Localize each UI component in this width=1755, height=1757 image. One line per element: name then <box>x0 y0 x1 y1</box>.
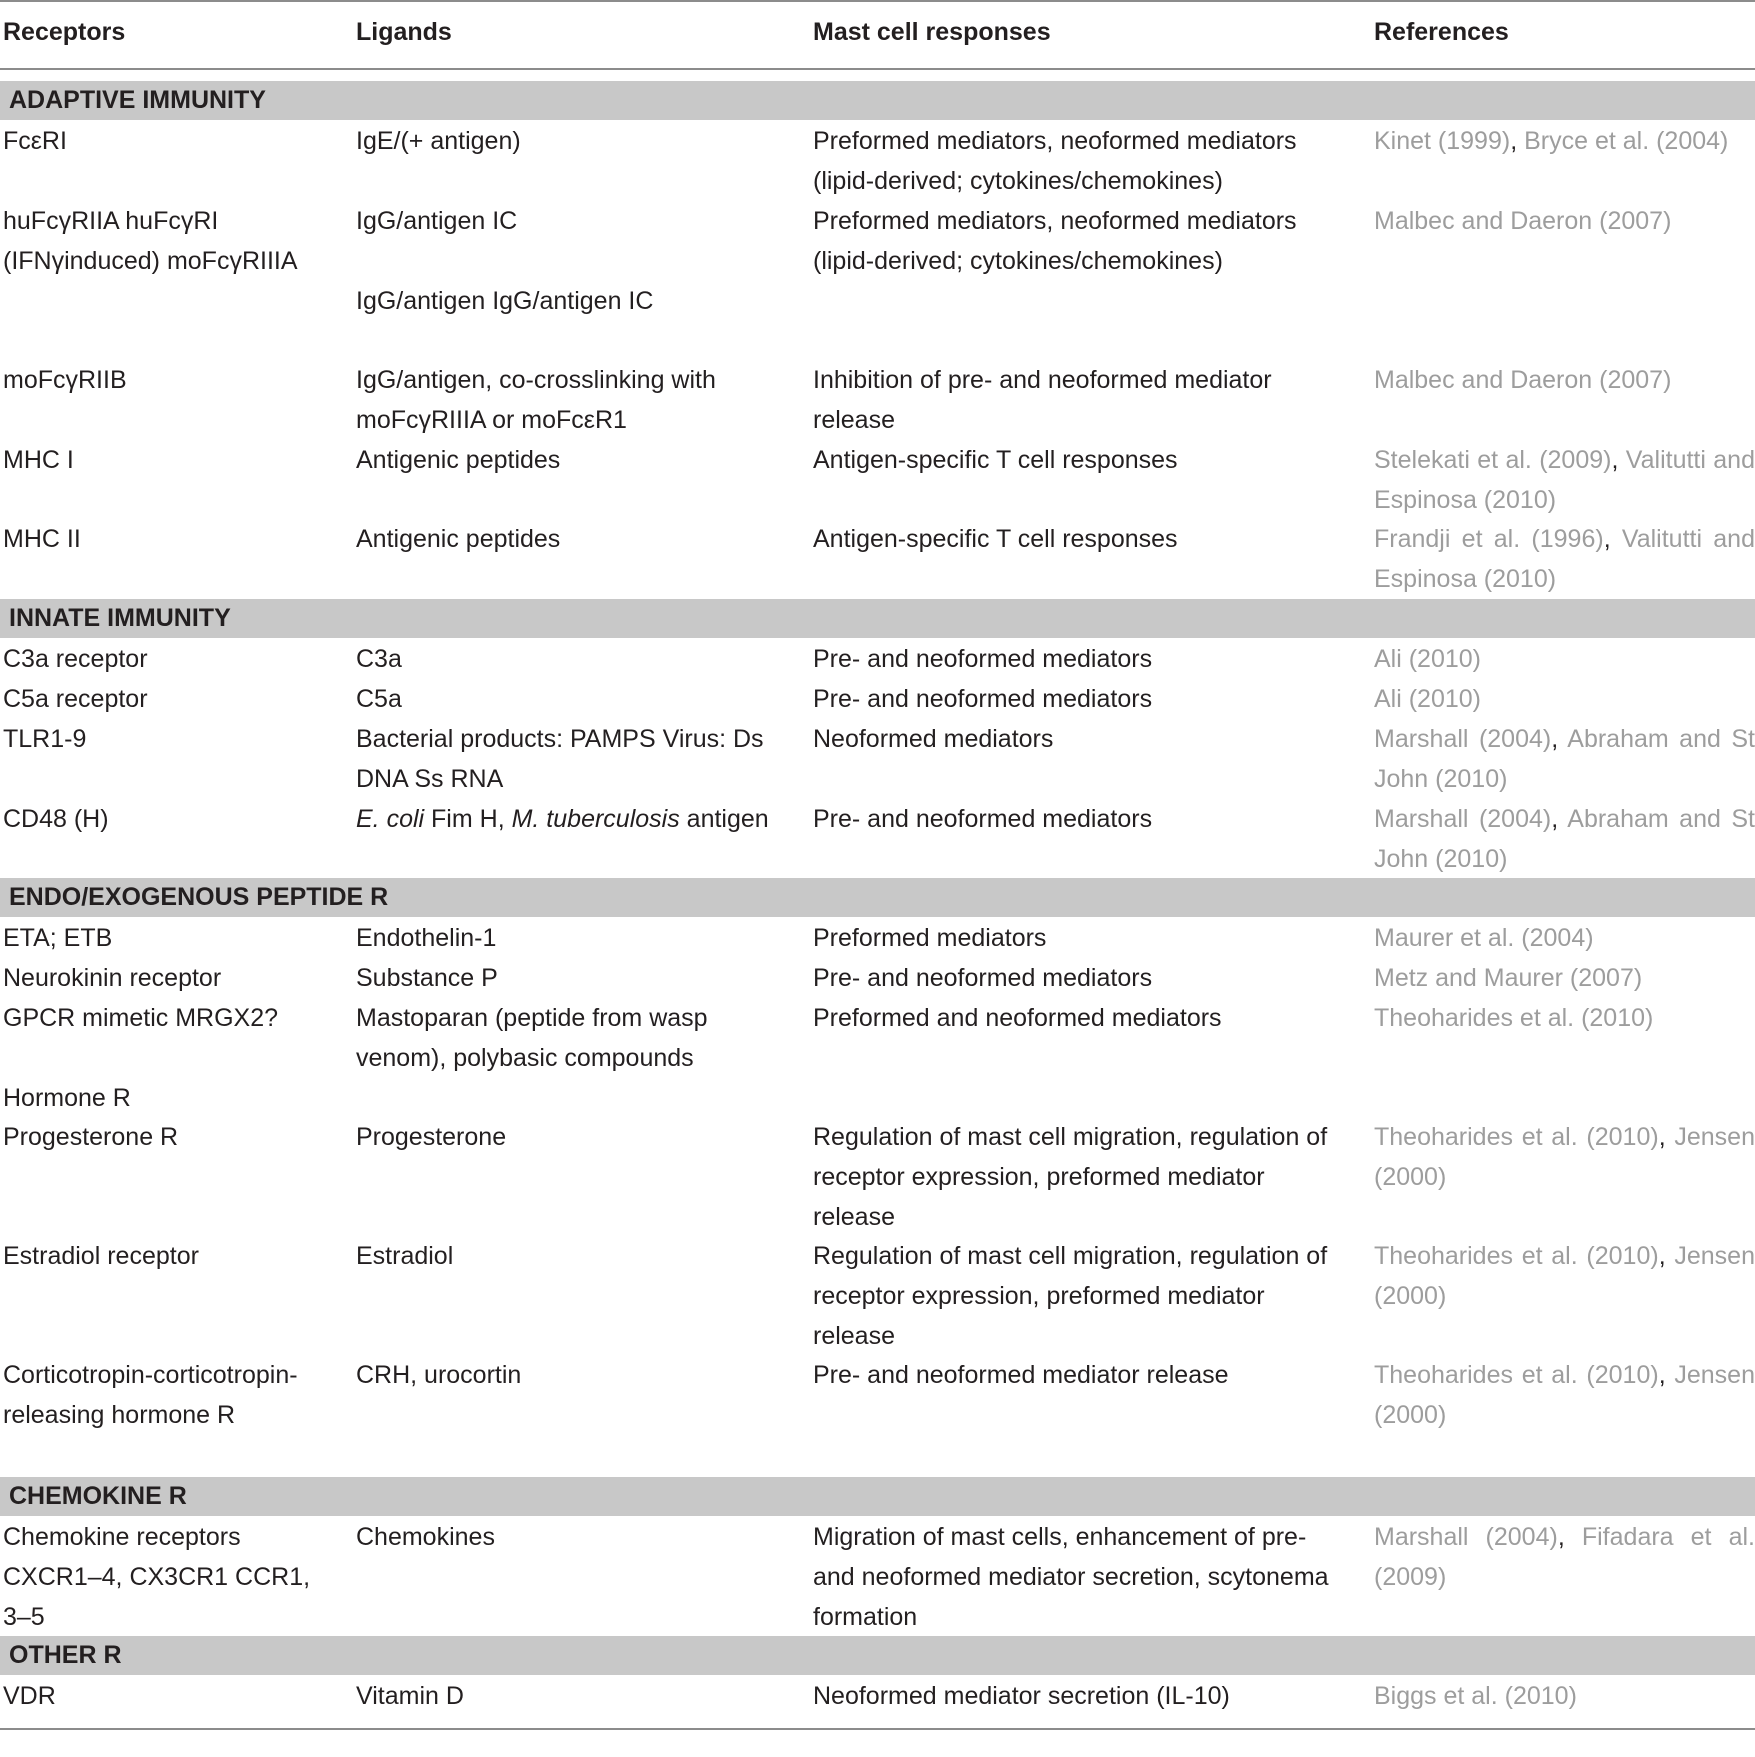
receptor-cell: C3a receptor <box>3 645 148 673</box>
response-cell: Preformed mediators, neoformed mediators (lipid-derived; cytokines/chemokines) <box>813 127 1297 195</box>
receptor-cell: TLR1-9 <box>3 725 87 753</box>
receptor-cell: Corticotropin-corticotropin-releasing hormone R <box>3 1361 298 1429</box>
section-header <box>0 1636 1755 1675</box>
reference-link[interactable]: Biggs et al. (2010) <box>1374 1682 1577 1710</box>
receptor-cell: VDR <box>3 1682 56 1710</box>
reference-link[interactable]: Maurer et al. (2004) <box>1374 924 1594 952</box>
header-rule <box>0 68 1755 70</box>
response-cell: Preformed mediators <box>813 924 1047 952</box>
response-cell: Preformed and neoformed mediators <box>813 1004 1222 1032</box>
reference-separator: , <box>1557 1523 1582 1551</box>
section-title: OTHER R <box>9 1641 122 1669</box>
ligand-cell: Chemokines <box>356 1523 495 1551</box>
response-cell: Pre- and neoformed mediators <box>813 805 1153 833</box>
header-ligands: Ligands <box>356 18 452 46</box>
ligand-text: antigen <box>679 805 769 833</box>
reference-link[interactable]: Fifadara et al. (2009) <box>1374 1523 1755 1591</box>
ligand-cell: IgG/antigen IgG/antigen IC <box>356 287 654 315</box>
section-title: ENDO/EXOGENOUS PEPTIDE R <box>9 883 389 911</box>
receptor-cell: Progesterone R <box>3 1123 179 1151</box>
header-receptors: Receptors <box>3 18 126 46</box>
ligand-cell: Antigenic peptides <box>356 446 561 474</box>
references-cell <box>1374 1677 1755 1757</box>
receptor-cell: Estradiol receptor <box>3 1242 199 1270</box>
reference-link[interactable]: Marshall (2004) <box>1374 1523 1558 1551</box>
section-title: CHEMOKINE R <box>9 1482 187 1510</box>
reference-link[interactable]: Valitutti and Espinosa (2010) <box>1374 525 1755 593</box>
reference-separator: , <box>1510 127 1525 155</box>
reference-link[interactable]: Ali (2010) <box>1374 685 1481 713</box>
ligand-text: Fim H, <box>424 805 512 833</box>
reference-link[interactable]: Valitutti and Espinosa (2010) <box>1374 446 1755 514</box>
reference-link[interactable]: Jensen (2000) <box>1374 1123 1755 1191</box>
top-rule <box>0 0 1755 2</box>
reference-separator: , <box>1551 725 1568 753</box>
ligand-cell: Mastoparan (peptide from wasp venom), polybasic compounds <box>356 1004 708 1072</box>
receptor-cell: GPCR mimetic MRGX2? <box>3 1004 279 1032</box>
receptor-cell: FcεRI <box>3 127 67 155</box>
response-cell: Preformed mediators, neoformed mediators (lipid-derived; cytokines/chemokines) <box>813 207 1297 275</box>
reference-link[interactable]: Theoharides et al. (2010) <box>1374 1123 1659 1151</box>
ligand-cell: Antigenic peptides <box>356 525 561 553</box>
reference-separator: , <box>1658 1242 1675 1270</box>
receptor-cell: Hormone R <box>3 1084 131 1112</box>
reference-link[interactable]: Abraham and St John (2010) <box>1374 805 1755 873</box>
response-cell: Pre- and neoformed mediators <box>813 645 1153 673</box>
ligand-cell: Bacterial products: PAMPS Virus: Ds DNA Ss RNA <box>356 725 764 793</box>
response-cell: Regulation of mast cell migration, regulation of receptor expression, preformed mediator release <box>813 1242 1328 1350</box>
ligand-cell: Vitamin D <box>356 1682 464 1710</box>
header-responses: Mast cell responses <box>813 18 1051 46</box>
response-cell: Neoformed mediators <box>813 725 1054 753</box>
ligand-cell: Substance P <box>356 964 498 992</box>
ligand-cell: Progesterone <box>356 1123 507 1151</box>
receptor-cell: MHC II <box>3 525 81 553</box>
reference-link[interactable]: Frandji et al. (1996) <box>1374 525 1604 553</box>
reference-link[interactable]: Theoharides et al. (2010) <box>1374 1242 1659 1270</box>
response-cell: Inhibition of pre- and neoformed mediator release <box>813 366 1272 434</box>
receptor-cell: MHC I <box>3 446 74 474</box>
reference-link[interactable]: Ali (2010) <box>1374 645 1481 673</box>
reference-link[interactable]: Malbec and Daeron (2007) <box>1374 207 1672 235</box>
reference-link[interactable]: Jensen (2000) <box>1374 1242 1755 1310</box>
section-header <box>0 1477 1755 1516</box>
response-cell: Pre- and neoformed mediators <box>813 964 1153 992</box>
ligand-cell: Estradiol <box>356 1242 454 1270</box>
reference-link[interactable]: Kinet (1999) <box>1374 127 1511 155</box>
receptor-cell: Neurokinin receptor <box>3 964 222 992</box>
ligand-cell: IgG/antigen, co-crosslinking with moFcγRIIIA or moFcεR1 <box>356 366 716 434</box>
section-header <box>0 599 1755 638</box>
header-references: References <box>1374 18 1509 46</box>
reference-link[interactable]: Bryce et al. (2004) <box>1524 127 1729 155</box>
reference-link[interactable]: Metz and Maurer (2007) <box>1374 964 1643 992</box>
response-cell: Pre- and neoformed mediators <box>813 685 1153 713</box>
ligand-species-italic: M. tuberculosis <box>511 805 680 833</box>
ligand-cell: CRH, urocortin <box>356 1361 522 1389</box>
reference-link[interactable]: Malbec and Daeron (2007) <box>1374 366 1672 394</box>
receptor-cell: ETA; ETB <box>3 924 113 952</box>
receptor-cell: Chemokine receptors CXCR1–4, CX3CR1 CCR1, 3–5 <box>3 1523 311 1631</box>
reference-separator: , <box>1611 446 1626 474</box>
response-cell: Antigen-specific T cell responses <box>813 525 1178 553</box>
ligand-cell: Endothelin-1 <box>356 924 497 952</box>
reference-separator: , <box>1603 525 1622 553</box>
section-header <box>0 878 1755 917</box>
reference-separator: , <box>1658 1123 1675 1151</box>
receptor-cell: huFcγRIIA huFcγRI (IFNγinduced) moFcγRIIIA <box>3 207 298 275</box>
section-header <box>0 81 1755 120</box>
reference-link[interactable]: Stelekati et al. (2009) <box>1374 446 1612 474</box>
ligand-cell: IgG/antigen IC <box>356 207 518 235</box>
reference-link[interactable]: Theoharides et al. (2010) <box>1374 1361 1659 1389</box>
ligand-species-italic: E. coli <box>356 805 425 833</box>
receptor-cell: C5a receptor <box>3 685 148 713</box>
reference-link[interactable]: Theoharides et al. (2010) <box>1374 1004 1654 1032</box>
ligand-cell: C3a <box>356 645 402 673</box>
reference-link[interactable]: Marshall (2004) <box>1374 725 1552 753</box>
reference-link[interactable]: Abraham and St John (2010) <box>1374 725 1755 793</box>
response-cell: Regulation of mast cell migration, regulation of receptor expression, preformed mediator release <box>813 1123 1328 1231</box>
reference-separator: , <box>1658 1361 1675 1389</box>
reference-separator: , <box>1551 805 1568 833</box>
response-cell: Migration of mast cells, enhancement of pre-and neoformed mediator secretion, scytonema formation <box>813 1523 1329 1631</box>
receptor-cell: CD48 (H) <box>3 805 109 833</box>
reference-link[interactable]: Marshall (2004) <box>1374 805 1552 833</box>
response-cell: Neoformed mediator secretion (IL-10) <box>813 1682 1230 1710</box>
response-cell: Antigen-specific T cell responses <box>813 446 1178 474</box>
reference-link[interactable]: Jensen (2000) <box>1374 1361 1755 1429</box>
section-title: INNATE IMMUNITY <box>9 604 231 632</box>
ligand-cell: IgE/(+ antigen) <box>356 127 521 155</box>
section-title: ADAPTIVE IMMUNITY <box>9 86 266 114</box>
ligand-cell: C5a <box>356 685 402 713</box>
response-cell: Pre- and neoformed mediator release <box>813 1361 1229 1389</box>
receptor-cell: moFcγRIIB <box>3 366 127 394</box>
